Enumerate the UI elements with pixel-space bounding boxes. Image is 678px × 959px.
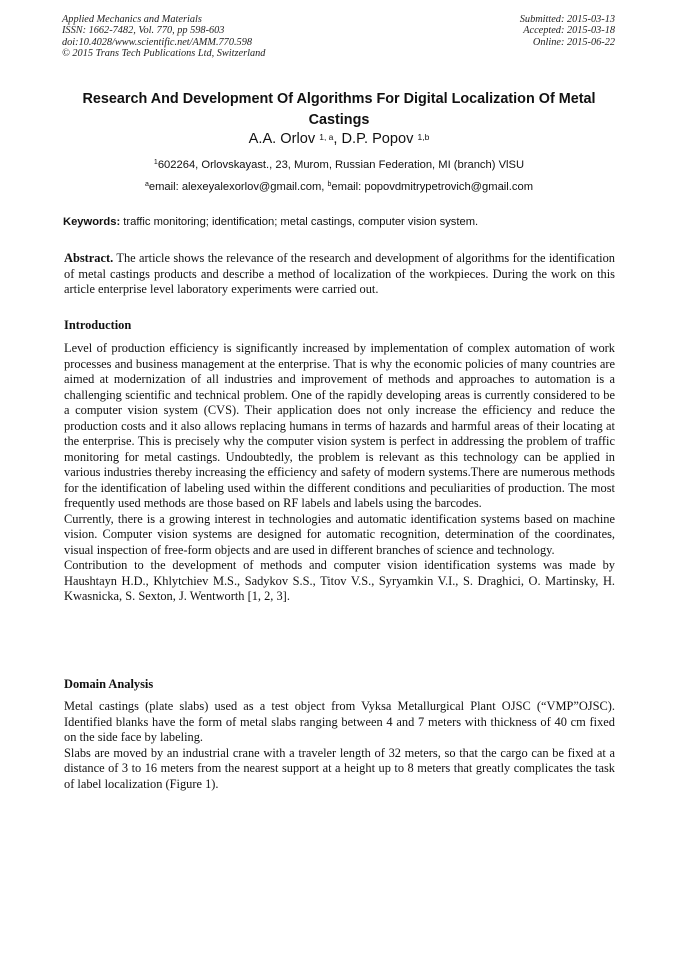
copyright-line: © 2015 Trans Tech Publications Ltd, Switzerland [62, 48, 266, 60]
email-b[interactable]: email: popovdmitrypetrovich@gmail.com [331, 181, 534, 193]
paper-title: Research And Development Of Algorithms For Digital Localization Of Metal Castings [82, 91, 596, 128]
author-superscript: 1, a [319, 132, 334, 142]
abstract-label: Abstract. [64, 251, 114, 265]
affiliation-text: 602264, Orlovskayast., 23, Murom, Russian Federation, MI (branch) VlSU [157, 159, 525, 171]
affiliation [60, 158, 618, 172]
journal-header [62, 14, 265, 60]
email-line [60, 180, 618, 194]
author-line [60, 129, 618, 149]
domain-analysis-body [64, 699, 615, 792]
author-separator: , [333, 131, 342, 147]
section-heading-domain-analysis: Domain Analysis [64, 677, 154, 691]
keywords [63, 215, 615, 229]
online-date: Online: 2015-06-22 [532, 36, 615, 48]
keywords-text: traffic monitoring; identification; metal castings, computer vision system. [120, 216, 479, 228]
abstract-text: The article shows the relevance of the research and development of algorithms for the identification of metal castings products and describe a method of localization of the workpieces. During the work on this article enterprise level laboratory experiments were carried out. [64, 251, 615, 296]
author-superscript: 1,b [417, 132, 430, 142]
section-heading-introduction: Introduction [64, 318, 132, 332]
author-name: A.A. Orlov [248, 131, 316, 147]
paragraph: Currently, there is a growing interest in technologies and automatic identification systems based on machine vision. Computer vision systems are designed for automatic recognition, determination of the coordinates, visual inspection of free-form objects and are used in different branches of science and technology. [64, 511, 615, 557]
email-superscript: a [144, 181, 149, 188]
paragraph: Slabs are moved by an industrial crane with a traveler length of 32 meters, so that the cargo can be fixed at a distance of 3 to 16 meters from the nearest support at a height up to 8 meters that greatly complicates the task of label localization (Figure 1). [64, 745, 615, 791]
email-superscript: b [327, 181, 332, 188]
accepted-date: Accepted: 2015-03-18 [523, 25, 615, 37]
paragraph: Level of production efficiency is significantly increased by implementation of complex automation of work processes and business management at the enterprise. That is why the economic policies of many countries are aimed at modernization of all industries and improvement of methods and approaches to automation is a challenging scientific and technical problem. One of the rapidly developing areas is currently considered to be a computer vision system (CVS). Their application does not only increase the efficiency and reduce the production costs and it also allows replacing humans in terms of hazards and harmful areas of their locating at the enterprise. This is precisely why the computer vision system is perfect in addressing the problem of traffic monitoring for metal castings. Undoubtedly, the problem is relevant as this technology can be applied in various industries thereby increasing the efficiency and safety of modern systems.There are numerous methods for the identification of labeling used within the different conditions and peculiarities of production. The most frequently used methods are those based on RF labels and labels using the barcodes. [64, 341, 615, 510]
journal-name: Applied Mechanics and Materials [62, 14, 202, 25]
author-name: D.P. Popov [341, 131, 414, 147]
keywords-label: Keywords: [63, 216, 121, 228]
paragraph: Metal castings (plate slabs) used as a test object from Vyksa Metallurgical Plant OJSC (“VMP”OJSC). Identified blanks have the form of metal slabs ranging between 4 and 7 meters with thickness of 40 cm fixed on the side face by labeling. [64, 699, 615, 744]
submitted-date: Submitted: 2015-03-13 [519, 14, 615, 25]
dates-header [520, 14, 615, 48]
doi-link[interactable]: doi:10.4028/www.scientific.net/AMM.770.598 [62, 36, 252, 48]
affiliation-superscript: 1 [153, 159, 158, 166]
paragraph: Contribution to the development of methods and computer vision identification systems was made by Haushtayn H.D., Khlytchiev M.S., Sadykov S.S., Titov V.S., Syryamkin V.I., S. Draghici, O. Martinsky, H. Kwasnicka, S. Sexton, J. Wentworth [1, 2, 3]. [64, 558, 615, 603]
abstract [64, 251, 615, 298]
email-a[interactable]: email: alexeyalexorlov@gmail.com, [148, 181, 328, 193]
issn-line: ISSN: 1662-7482, Vol. 770, pp 598-603 [62, 25, 225, 37]
introduction-body [64, 341, 615, 605]
